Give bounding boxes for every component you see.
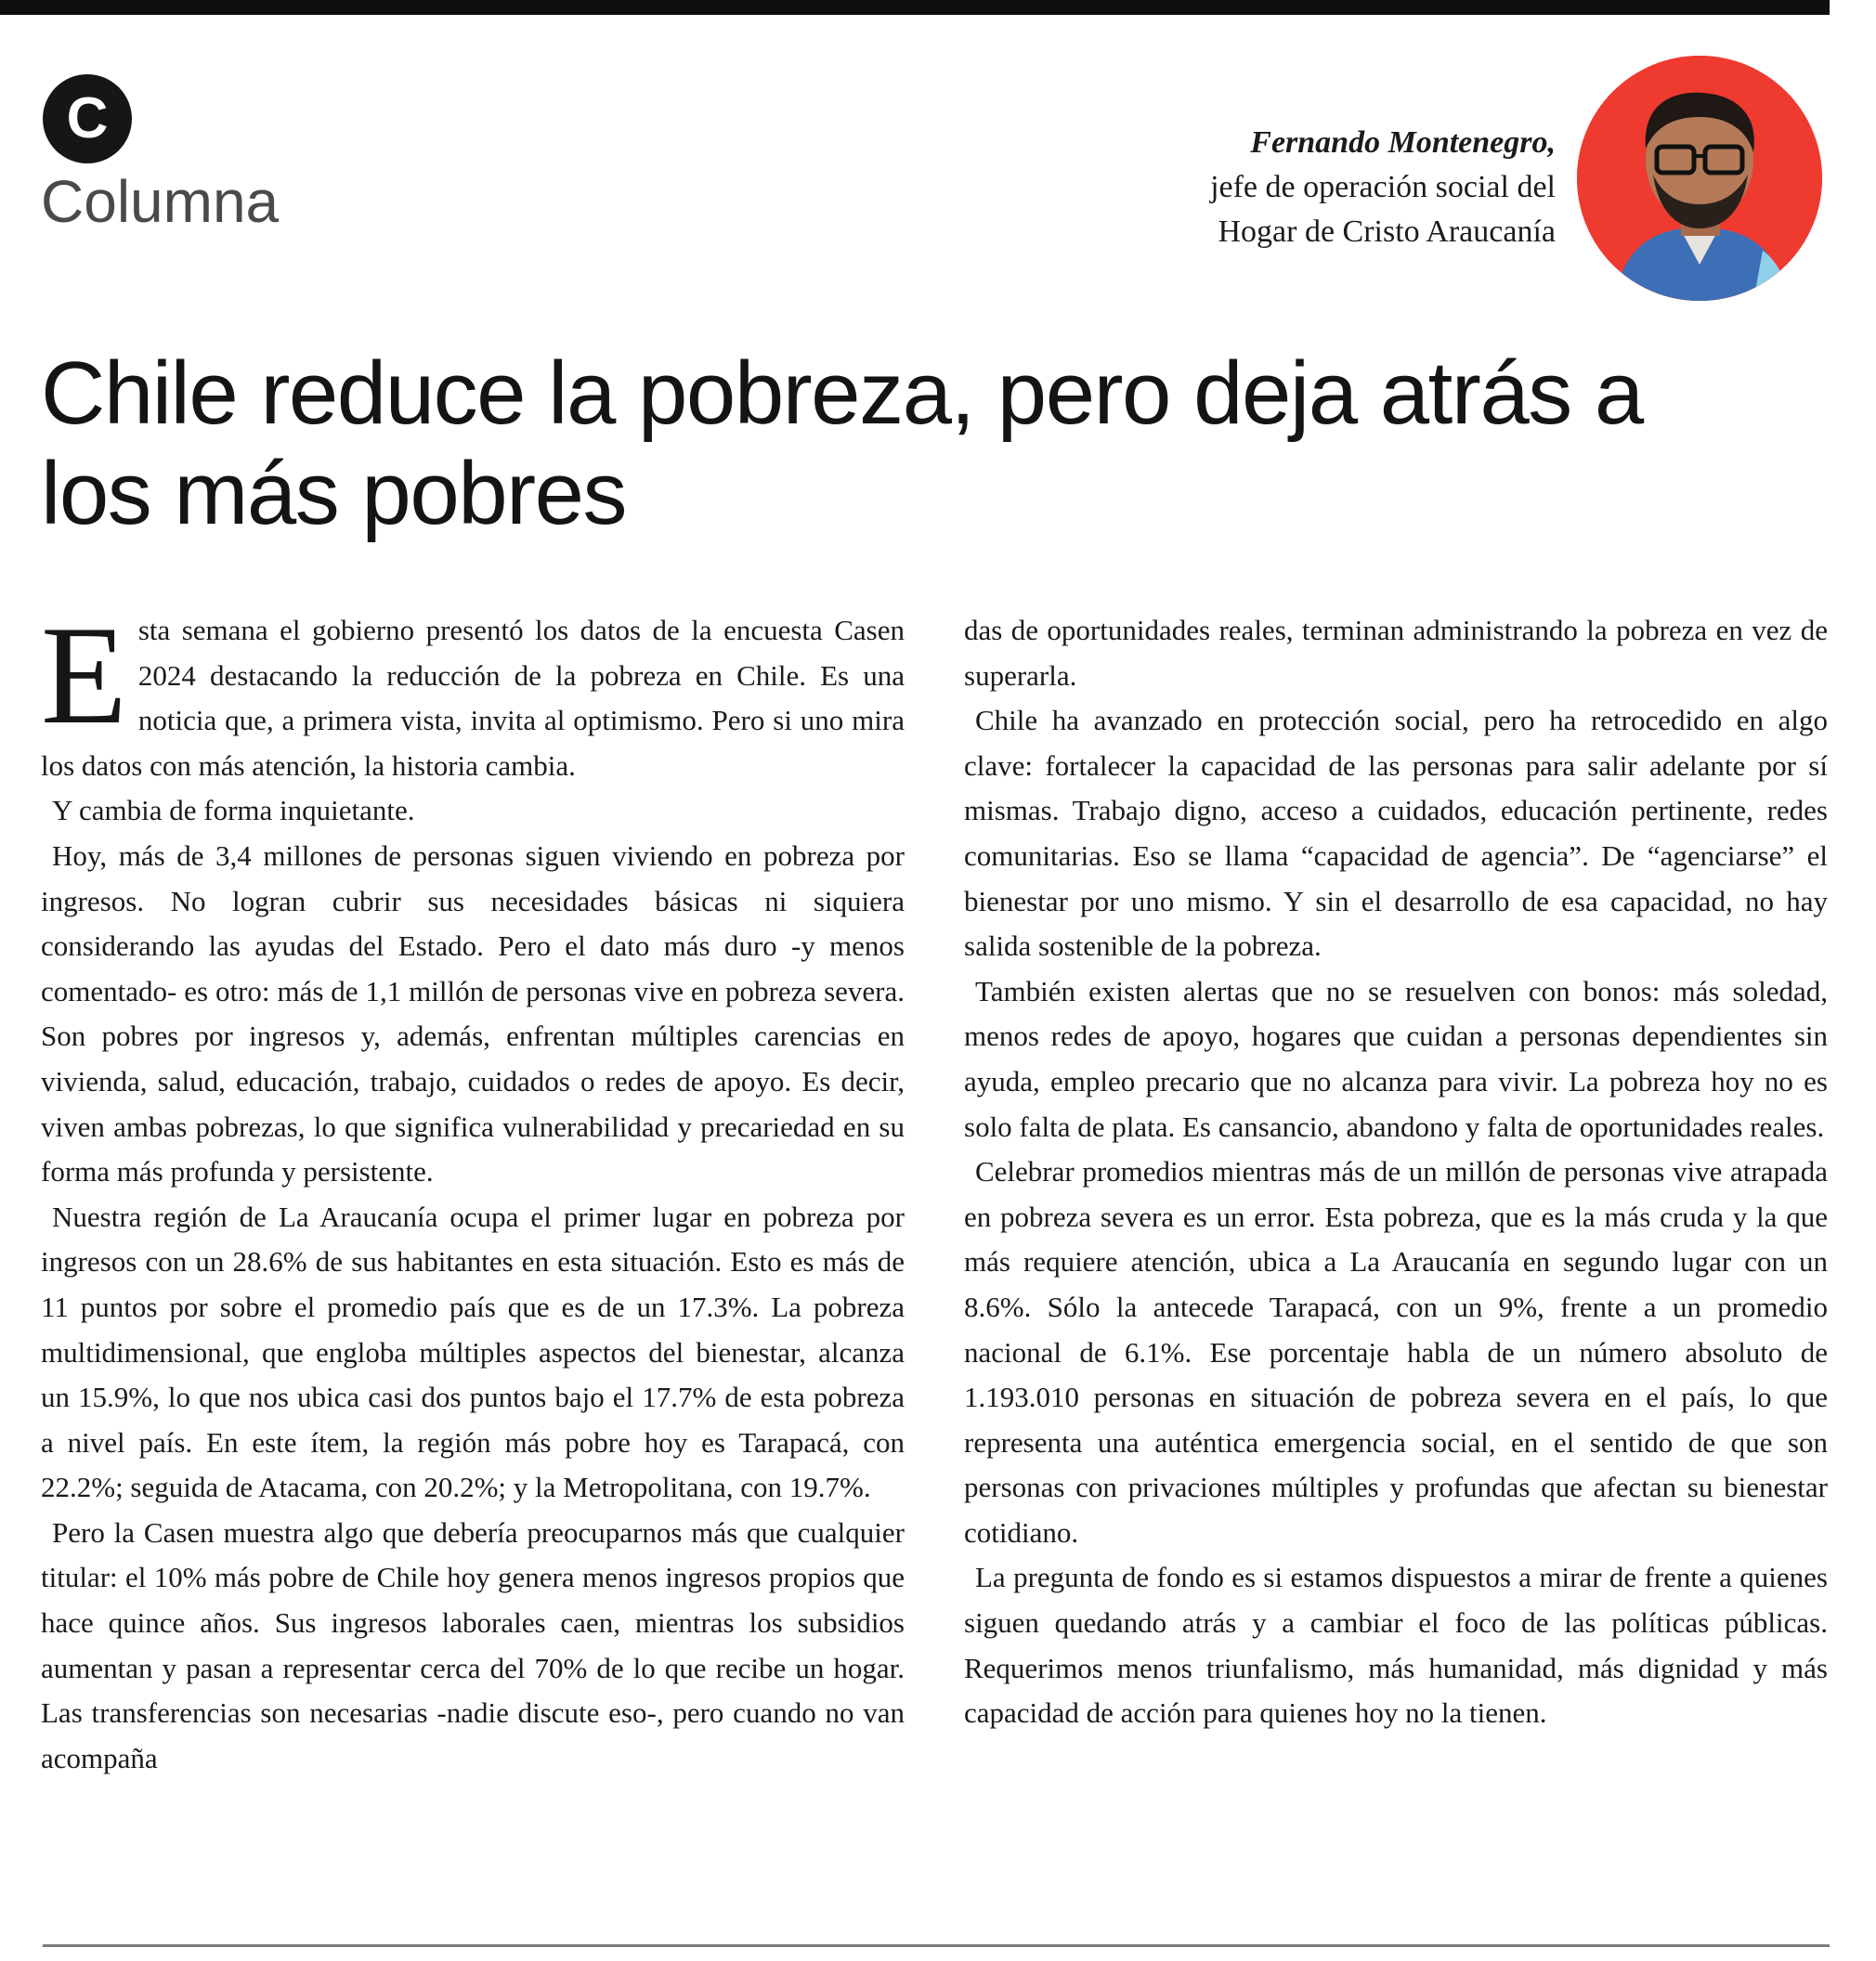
author-photo <box>1577 56 1822 301</box>
section-label: Columna <box>41 168 280 235</box>
paragraph-text: sta semana el gobierno presentó los datos de la encuesta Casen 2024 destacando la reducción de la pobreza en Chile. Es una noticia que, a primera vista, invita al optimismo. Pero si uno mira los datos con más atención, la historia cambia. <box>41 614 905 782</box>
author-byline <box>980 121 1556 254</box>
article-column-left <box>41 597 905 1781</box>
article-paragraph <box>41 597 905 788</box>
author-name: Fernando Montenegro, <box>1250 125 1556 160</box>
article-paragraph: Hoy, más de 3,4 millones de personas siguen viviendo en pobreza por ingresos. No logran cubrir sus necesidades básicas ni siquiera considerando las ayudas del Estado. Pero el dato más duro -y menos comentado- es otro: más de 1,1 millón de personas vive en pobreza severa. Son pobres por ingresos y, además, enfrentan múltiples carencias en vivienda, salud, educación, trabajo, cuidados o redes de apoyo. Es decir, viven ambas pobrezas, lo que significa vulnerabilidad y precariedad en su forma más profunda y persistente. <box>41 838 905 1188</box>
article-paragraph: Chile ha avanzado en protección social, pero ha retrocedido en algo clave: fortalecer la capacidad de las personas para salir adelante por sí mismas. Trabajo digno, acceso a cuidados, educación pertinente, redes comunitarias. Eso se llama “capacidad de agencia”. De “agenciarse” el bienestar por uno mismo. Y sin el desarrollo de esa capacidad, no hay salida sostenible de la pobreza. <box>964 704 1828 963</box>
section-badge: C <box>43 74 132 163</box>
drop-cap: E <box>41 597 127 753</box>
article-paragraph: Nuestra región de La Araucanía ocupa el primer lugar en pobreza por ingresos con un 28.6% de sus habitantes en esta situación. Esto es más de 11 puntos por sobre el promedio país que es de un 17.3%. La pobreza multidimensional, que engloba múltiples aspectos del bienestar, alcanza un 15.9%, lo que nos ubica casi dos puntos bajo el 17.7% de esta pobreza a nivel país. En este ítem, la región más pobre hoy es Tarapacá, con 22.2%; seguida de Atacama, con 20.2%; y la Metropolitana, con 19.7%. <box>41 1200 905 1504</box>
article-headline: Chile reduce la pobreza, pero deja atrás a los más pobres <box>41 344 1643 543</box>
article-paragraph: También existen alertas que no se resuelven con bonos: más soledad, menos redes de apoyo, hogares que cuidan a personas dependientes sin ayuda, empleo precario que no alcanza para vivir. La pobreza hoy no es solo falta de plata. Es cansancio, abandono y falta de oportunidades reales. <box>964 974 1828 1143</box>
article-body <box>41 597 1828 1908</box>
bottom-rule <box>43 1944 1830 1947</box>
article-paragraph: Y cambia de forma inquietante. <box>52 794 415 827</box>
article-paragraph: La pregunta de fondo es si estamos dispuestos a mirar de frente a quienes siguen quedando atrás y a cambiar el foco de las políticas públicas. Requerimos menos triunfalismo, más humanidad, más dignidad y más capacidad de acción para quienes hoy no la tienen. <box>964 1561 1828 1730</box>
author-role: jefe de operación social del <box>1210 170 1556 204</box>
article-paragraph: Pero la Casen muestra algo que debería preocuparnos más que cualquier titular: el 10% más pobre de Chile hoy genera menos ingresos propios que hace quince años. Sus ingresos laborales caen, mientras los subsidios aumentan y pasan a representar cerca del 70% de lo que recibe un hogar. Las transferencias son necesarias -nadie discute eso-, pero cuando no van acompaña <box>41 1515 905 1774</box>
top-rule <box>0 0 1830 15</box>
author-organization: Hogar de Cristo Araucanía <box>1218 214 1556 249</box>
article-column-right <box>964 608 1828 1736</box>
author-portrait-illustration <box>1577 56 1822 301</box>
article-paragraph: das de oportunidades reales, terminan administrando la pobreza en vez de superarla. <box>964 614 1828 692</box>
article-paragraph: Celebrar promedios mientras más de un millón de personas vive atrapada en pobreza severa es un error. Esta pobreza, que es la más cruda y la que más requiere atención, ubica a La Araucanía en segundo lugar con un 8.6%. Sólo la antecede Tarapacá, con un 9%, frente a un promedio nacional de 6.1%. Ese porcentaje habla de un número absoluto de 1.193.010 personas en situación de pobreza severa en el país, lo que representa una auténtica emergencia social, en el sentido de que son personas con privaciones múltiples y profundas que afectan su bienestar cotidiano. <box>964 1155 1828 1549</box>
